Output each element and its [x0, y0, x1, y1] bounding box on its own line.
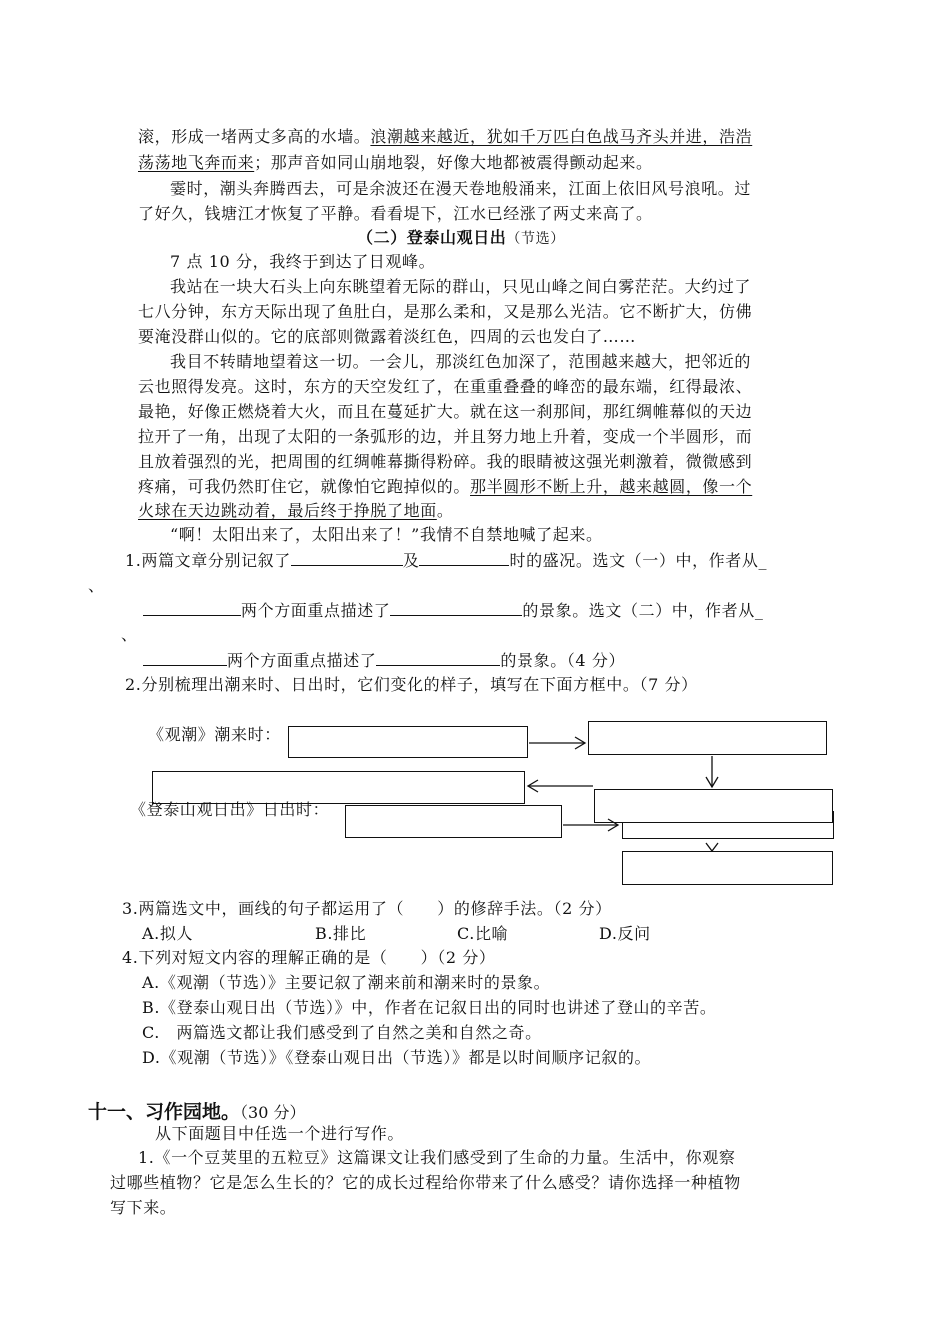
underlined-sentence-2b: 火球在天边跳动着，最后终于挣脱了地面: [138, 501, 437, 520]
passage2-p3-line: 云也照得发亮。这时，东方的天空发红了，在重重叠叠的峰峦的最东端，红得最浓、: [138, 377, 753, 396]
q1-text-f: 两个方面重点描述了: [227, 651, 377, 670]
q2-label-riguchu: 《登泰山观日出》日出时：: [130, 800, 330, 819]
q1-text-b: 及: [402, 551, 420, 570]
passage1-line3: 霎时，潮头奔腾西去，可是余波还在漫天卷地般涌来，江面上依旧风号浪吼。过: [170, 179, 752, 198]
q1-text-a: 1.两篇文章分别记叙了: [125, 551, 291, 570]
q3-option-c[interactable]: C.比喻: [457, 924, 509, 943]
underlined-sentence-2a: 那半圆形不断上升，越来越圆，像一个: [470, 477, 753, 496]
underlined-sentence-1b: 荡荡地飞奔而来: [138, 153, 255, 172]
passage2-p3-line: 拉开了一角，出现了太阳的一条弧形的边，并且努力地上升着，变成一个半圆形，而: [138, 427, 753, 446]
passage2-p2-line: 要淹没群山似的。它的底部则微露着淡红色，四周的云也发白了……: [138, 327, 637, 346]
arrow-down-2-head: [706, 843, 718, 851]
q1-text-e: 的景象。选文（二）中，作者从: [522, 601, 755, 620]
underlined-sentence-1a: 浪潮越来越近，犹如千万匹白色战马齐头并进，浩浩: [370, 127, 753, 146]
passage2-p2-line: 我站在一块大石头上向东眺望着无际的群山，只见山峰之间白雾茫茫。大约过了: [170, 277, 752, 296]
passage2-p2-line: 七八分钟，东方天际出现了鱼肚白，是那么柔和，又是那么光洁。它不断扩大，仿佛: [138, 302, 753, 321]
q1-text-d: 两个方面重点描述了: [241, 601, 391, 620]
q1-dunhao-2: 、: [121, 625, 138, 644]
q2-label-guanchao: 《观潮》潮来时：: [148, 725, 281, 744]
section11-prompt-line: 1.《一个豆荚里的五粒豆》这篇课文让我们感受到了生命的力量。生活中，你观察: [138, 1148, 736, 1167]
q4-option-b[interactable]: B.《登泰山观日出（节选）》中，作者在记叙日出的同时也讲述了登山的辛苦。: [142, 998, 717, 1017]
passage2-p3-text: 疼痛，可我仍然盯住它，就像怕它跑掉似的。: [138, 477, 471, 496]
passage2-p3-line: 我目不转睛地望着这一切。一会儿，那淡红色加深了，范围越来越大，把邻近的: [170, 352, 752, 371]
passage2-p3-line: 最艳，好像正燃烧着大火，而且在蔓延扩大。就在这一刹那间，那红绸帷幕似的天边: [138, 402, 753, 421]
q3-option-a[interactable]: A.拟人: [142, 924, 194, 943]
section11-prompt-line: 写下来。: [110, 1198, 177, 1217]
passage1-line2-text: ；那声音如同山崩地裂，好像大地都被震得颤动起来。: [254, 153, 653, 172]
q1-dunhao-1: 、: [88, 576, 105, 595]
passage2-title-text: （二）登泰山观日出: [357, 228, 507, 247]
q1-underscore: _: [754, 601, 764, 620]
q4-option-c[interactable]: C. 两篇选文都让我们感受到了自然之美和自然之奇。: [142, 1023, 542, 1042]
passage2-p3-end: 。: [436, 501, 454, 520]
section11-heading-row: [88, 1097, 305, 1124]
section11-heading: 十一、习作园地。: [88, 1101, 241, 1123]
passage2-title-note: （节选）: [506, 231, 565, 247]
passage1-line1-text: 滚，形成一堵两丈多高的水墙。: [138, 127, 371, 146]
section11-prompt-line: 过哪些植物？它是怎么生长的？它的成长过程给你带来了什么感受？请你选择一种植物: [110, 1173, 741, 1192]
passage2-p3-line: 且放着强烈的光，把周围的红绸帷幕撕得粉碎。我的眼睛被这强光刺激着，微微感到: [138, 452, 753, 471]
section11-score: （30 分）: [240, 1103, 306, 1122]
q3-option-d[interactable]: D.反问: [599, 924, 651, 943]
q2-text: 2.分别梳理出潮来时、日出时，它们变化的样子，填写在下面方框中。（7 分）: [125, 675, 698, 694]
section11-intro: 从下面题目中任选一个进行写作。: [155, 1124, 405, 1143]
q3-option-b[interactable]: B.排比: [315, 924, 367, 943]
passage2-p1: 7 点 10 分，我终于到达了日观峰。: [170, 252, 436, 271]
q1-underscore: _: [758, 551, 768, 570]
q4-option-a[interactable]: A.《观潮（节选）》主要记叙了潮来前和潮来时的景象。: [142, 973, 551, 992]
passage1-line4: 了好久，钱塘江才恢复了平静。看看堤下，江水已经涨了两丈来高了。: [138, 204, 653, 223]
q4-option-d[interactable]: D.《观潮（节选）》《登泰山观日出（节选）》都是以时间顺序记叙的。: [142, 1048, 652, 1067]
q3-text: 3.两篇选文中，画线的句子都运用了（ ）的修辞手法。（2 分）: [122, 899, 612, 918]
q4-text: 4.下列对短文内容的理解正确的是（ ）（2 分）: [122, 948, 496, 967]
passage2-p4: “啊！太阳出来了，太阳出来了！”我情不自禁地喊了起来。: [170, 525, 603, 544]
q1-text-g: 的景象。（4 分）: [500, 651, 626, 670]
q1-text-c: 时的盛况。选文（一）中，作者从: [509, 551, 759, 570]
